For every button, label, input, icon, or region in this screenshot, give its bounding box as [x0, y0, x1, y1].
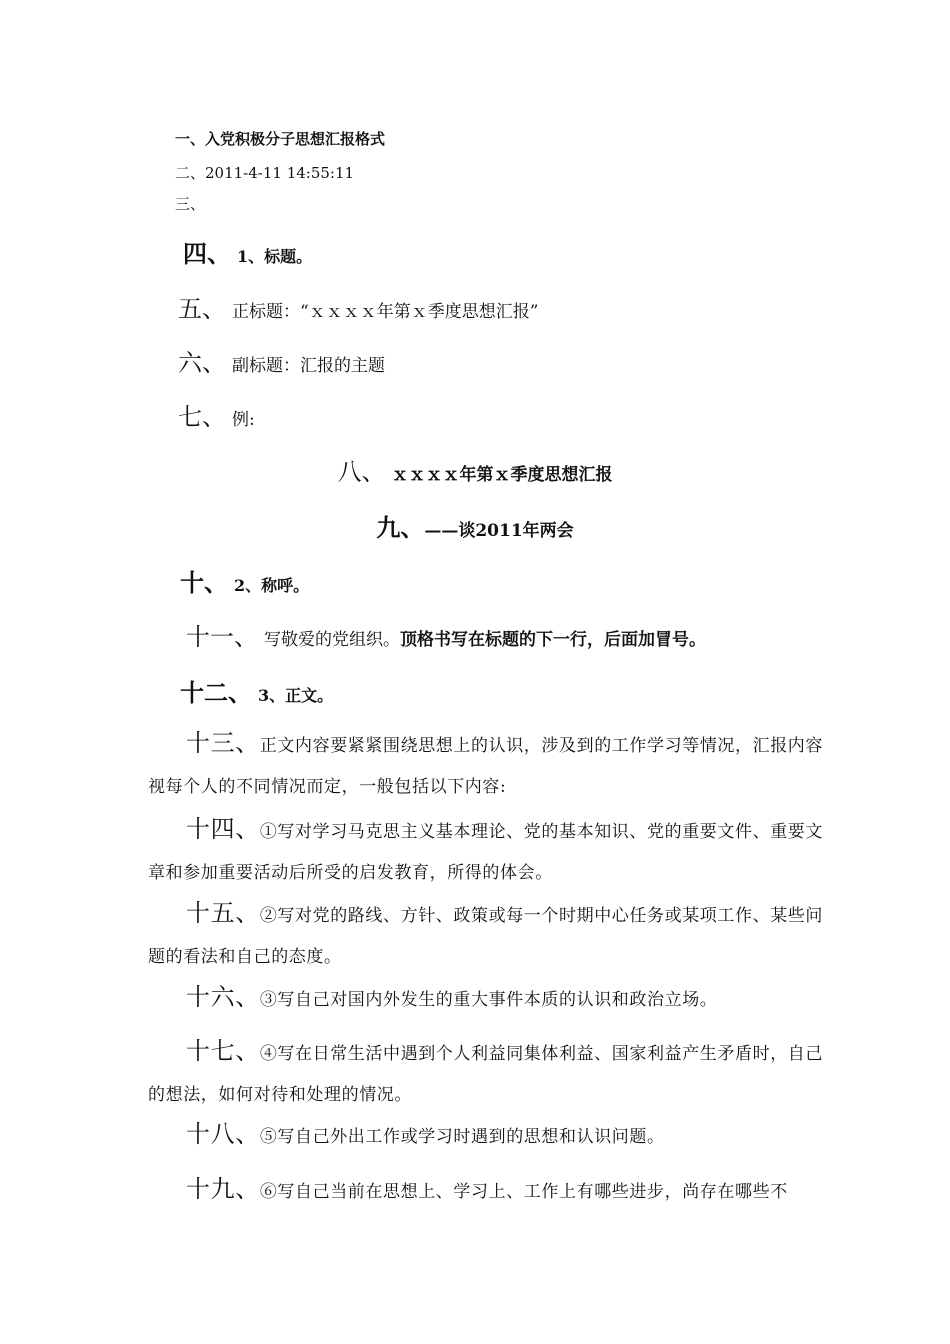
- item-18-number: 十八、: [186, 1120, 260, 1148]
- date-line-2: 二、2011-4-11 14:55:11: [175, 164, 355, 182]
- item-13-paragraph: [148, 723, 828, 808]
- item-12-number: 十二、: [180, 678, 252, 707]
- item-15-paragraph: [148, 893, 828, 978]
- item-16-paragraph: [148, 977, 828, 1021]
- item-4: [183, 234, 312, 269]
- item-11-bold-text: 顶格书写在标题的下一行，后面加冒号。: [400, 630, 706, 650]
- item-4-number: 四、: [183, 239, 231, 268]
- item-6-number: 六、: [178, 349, 226, 377]
- item-6-text: 副标题：汇报的主题: [232, 356, 385, 376]
- item-12: [180, 673, 333, 708]
- item-10-text: 2、称呼。: [234, 576, 310, 595]
- item-10-number: 十、: [180, 568, 228, 597]
- item-5-text: 正标题：“ｘｘｘｘ年第ｘ季度思想汇报”: [232, 302, 539, 322]
- item-17-paragraph: [148, 1031, 828, 1116]
- item-9-text: ——谈2011年两会: [424, 521, 574, 541]
- item-15-number: 十五、: [186, 899, 260, 927]
- item-8-number: 八、: [337, 458, 386, 486]
- item-13-text: 正文内容要紧紧围绕思想上的认识，涉及到的工作学习等情况，汇报内容视每个人的不同情况而定，一般包括以下内容:: [148, 736, 824, 797]
- item-7-text: 例:: [232, 410, 255, 430]
- heading-line-1: 一、入党积极分子思想汇报格式: [175, 130, 386, 148]
- item-11-text: 写敬爱的党组织。: [264, 630, 400, 650]
- item-8-example-title: [0, 452, 950, 487]
- empty-line-3: 三、: [175, 195, 206, 213]
- item-14-paragraph: [148, 809, 828, 894]
- item-19-number: 十九、: [186, 1175, 260, 1203]
- item-7-number: 七、: [178, 403, 226, 431]
- item-15-text: ②写对党的路线、方针、政策或每一个时期中心任务或某项工作、某些问题的看法和自己的态度。: [148, 906, 824, 967]
- item-11: [186, 617, 706, 652]
- item-6: [178, 343, 385, 378]
- item-19-text: ⑥写自己当前在思想上、学习上、工作上有哪些进步，尚存在哪些不: [259, 1182, 788, 1202]
- item-7: [178, 397, 255, 432]
- item-13-number: 十三、: [186, 729, 260, 757]
- item-5-number: 五、: [178, 295, 226, 323]
- item-17-text: ④写在日常生活中遇到个人利益同集体利益、国家利益产生矛盾时，自己的想法，如何对待和处理的情况。: [148, 1044, 824, 1105]
- item-14-text: ①写对学习马克思主义基本理论、党的基本知识、党的重要文件、重要文章和参加重要活动后所受的启发教育，所得的体会。: [148, 822, 824, 883]
- item-18-text: ⑤写自己外出工作或学习时遇到的思想和认识问题。: [259, 1127, 665, 1147]
- item-14-number: 十四、: [186, 815, 260, 843]
- item-12-text: 3、正文。: [258, 686, 334, 705]
- item-19-paragraph: [148, 1169, 828, 1210]
- item-9-example-subtitle: [0, 508, 950, 543]
- item-8-text: ｘｘｘｘ年第ｘ季度思想汇报: [391, 465, 613, 485]
- item-4-text: 1、标题。: [237, 247, 313, 266]
- item-10: [180, 563, 309, 598]
- item-9-number: 九、: [376, 513, 425, 542]
- item-5: [178, 289, 538, 324]
- item-16-number: 十六、: [186, 983, 260, 1011]
- item-18-paragraph: [148, 1114, 828, 1158]
- item-17-number: 十七、: [186, 1037, 260, 1065]
- item-11-number: 十一、: [186, 623, 258, 651]
- item-16-text: ③写自己对国内外发生的重大事件本质的认识和政治立场。: [259, 990, 718, 1010]
